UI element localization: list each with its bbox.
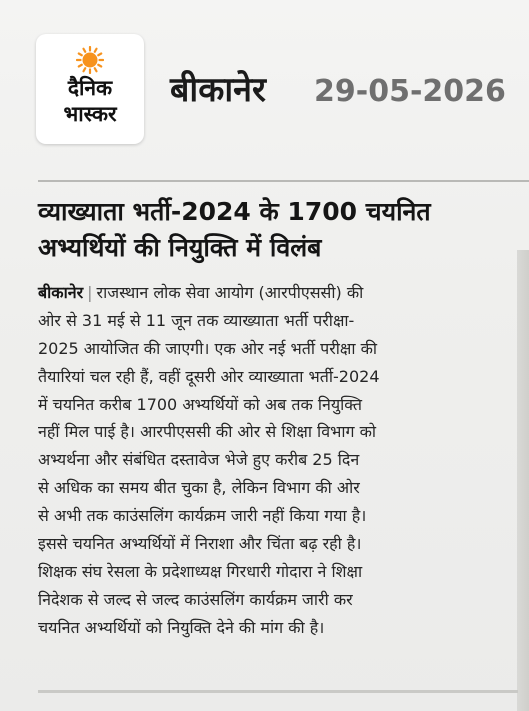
- body-line: में चयनित करीब 1700 अभ्यर्थियों को अब तक नियुक्ति: [38, 394, 362, 414]
- sun-ray: [79, 65, 82, 67]
- edition-city: बीकानेर: [170, 70, 266, 110]
- article-headline: [38, 194, 508, 266]
- sun-ray: [84, 49, 86, 52]
- sun-ray: [95, 68, 97, 71]
- dateline-separator: |: [87, 283, 93, 302]
- headline-line-1: व्याख्याता भर्ती-2024 के 1700 चयनित: [38, 197, 431, 226]
- bottom-divider: [38, 690, 518, 693]
- sun-ray: [79, 54, 82, 56]
- logo-text-bhaskar: भास्कर: [63, 102, 117, 126]
- body-line: से अधिक का समय बीत चुका है, लेकिन विभाग की ओर: [38, 478, 360, 498]
- sun-ray: [98, 54, 101, 56]
- body-line: 2025 आयोजित की जाएगी। एक ओर नई भर्ती परीक्षा की: [38, 338, 378, 358]
- body-line: से अभी तक काउंसलिंग कार्यक्रम जारी नहीं किया गया है।: [38, 506, 367, 526]
- sun-ray: [98, 65, 101, 67]
- article-body: [38, 279, 514, 642]
- adjacent-column-edge: [517, 250, 529, 711]
- body-line: ओर से 31 मई से 11 जून तक व्याख्याता भर्ती परीक्षा-: [38, 310, 355, 330]
- body-line: चयनित अभ्यर्थियों को नियुक्ति देने की मांग की है।: [38, 617, 325, 637]
- sun-ray: [95, 49, 97, 52]
- body-first-line-text: राजस्थान लोक सेवा आयोग (आरपीएससी) की: [96, 283, 364, 302]
- logo-text-dainik: दैनिक: [67, 76, 113, 100]
- body-line: निदेशक से जल्द से जल्द काउंसलिंग कार्यक्रम जारी कर: [38, 589, 353, 609]
- header-divider: [38, 180, 529, 182]
- body-line: नहीं मिल पाई है। आरपीएससी की ओर से शिक्षा विभाग को: [38, 422, 377, 442]
- article-dateline: बीकानेर: [38, 283, 84, 302]
- sun-ray: [84, 68, 86, 71]
- headline-line-2: अभ्यर्थियों की नियुक्ति में विलंब: [38, 233, 322, 262]
- sun-icon: [76, 46, 104, 74]
- body-first-line: [38, 279, 514, 307]
- body-line: तैयारियां चल रही हैं, वहीं दूसरी ओर व्याख्याता भर्ती-2024: [38, 366, 380, 386]
- body-line: अभ्यर्थना और संबंधित दस्तावेज भेजे हुए करीब 25 दिन: [38, 450, 360, 470]
- edition-date: 29-05-2026: [314, 74, 506, 109]
- body-line: इससे चयनित अभ्यर्थियों में निराशा और चिंता बढ़ रही है।: [38, 534, 362, 554]
- dainik-bhaskar-logo: [36, 34, 144, 144]
- body-line: शिक्षक संघ रेसला के प्रदेशाध्यक्ष गिरधारी गोदारा ने शिक्षा: [38, 561, 363, 581]
- masthead: [0, 0, 529, 180]
